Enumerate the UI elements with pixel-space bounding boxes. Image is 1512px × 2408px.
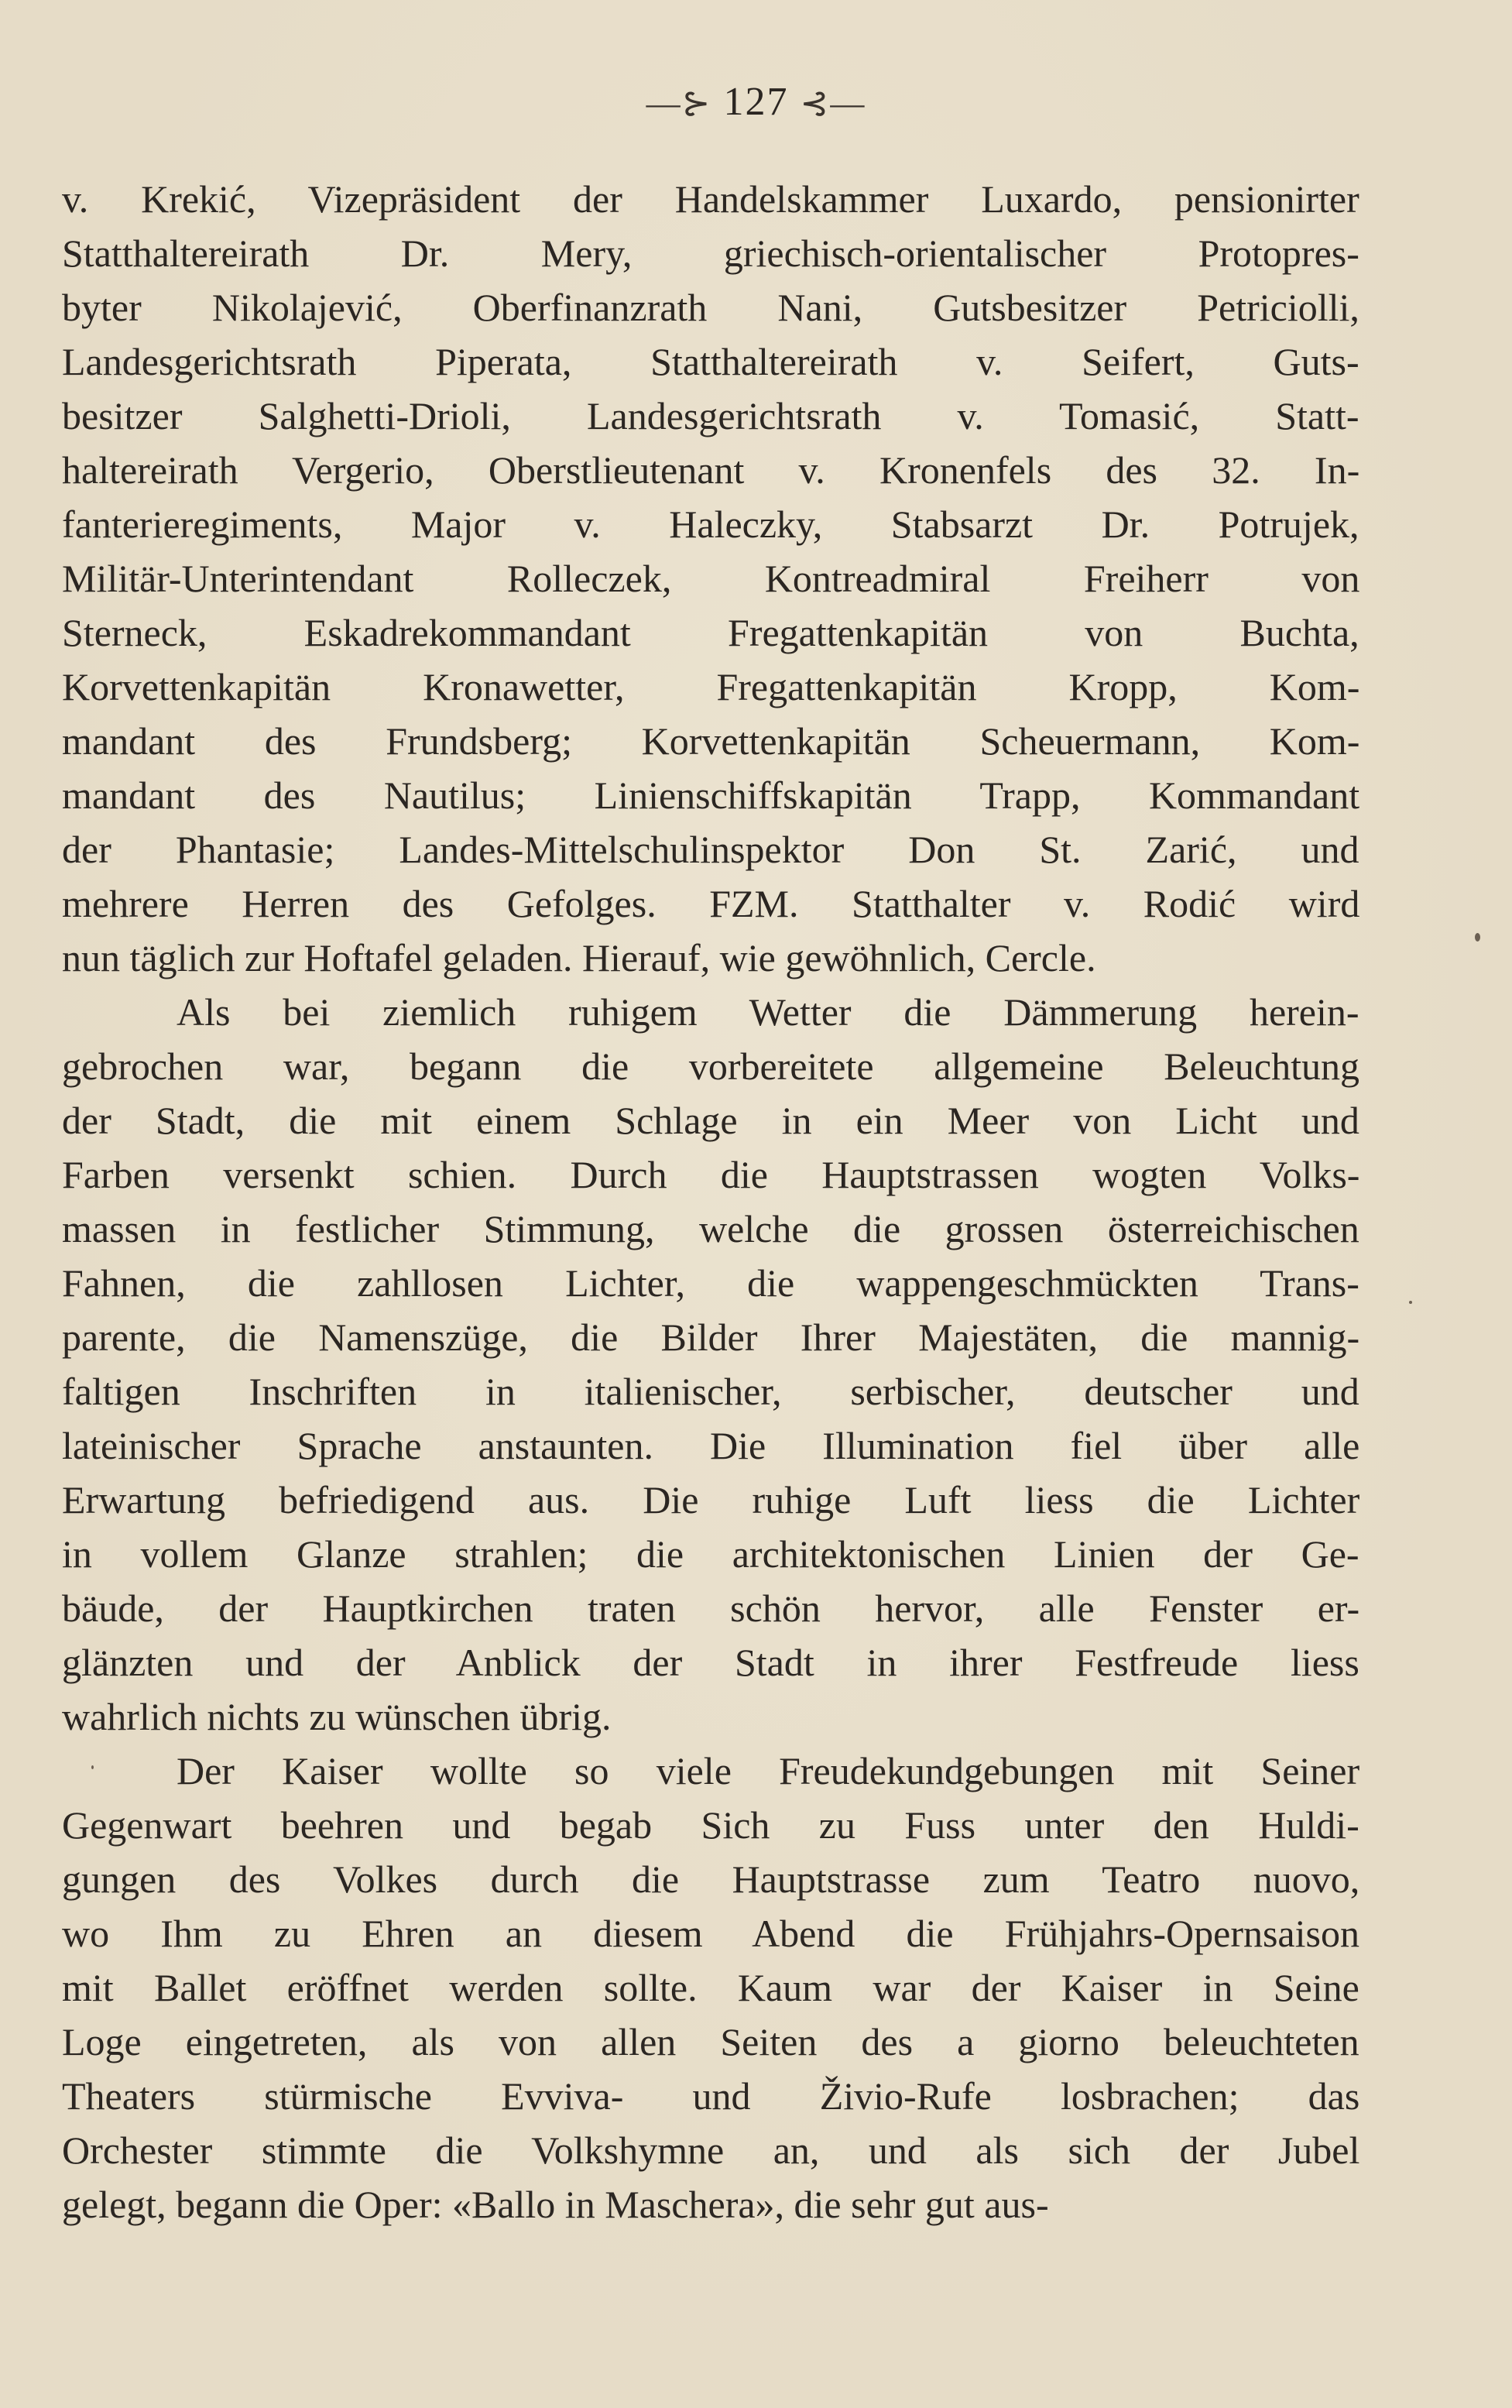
text-line: haltereirath Vergerio, Oberstlieutenant v. Kronenfels des 32. In-: [62, 448, 1360, 492]
text-line: Orchester stimmte die Volkshymne an, und als sich der Jubel: [62, 2128, 1360, 2172]
text-line: Militär-Unterintendant Rolleczek, Kontreadmiral Freiherr von: [62, 557, 1360, 600]
text-line: wahrlich nichts zu wünschen übrig.: [62, 1695, 612, 1738]
text-line: Der Kaiser wollte so viele Freudekundgebungen mit Seiner: [177, 1749, 1360, 1792]
paragraph: [62, 985, 1359, 1744]
paper-speck: [1409, 1301, 1412, 1304]
text-line: Theaters stürmische Evviva- und Živio-Rufe losbrachen; das: [62, 2074, 1360, 2118]
text-line: wo Ihm zu Ehren an diesem Abend die Frühjahrs-Opernsaison: [62, 1912, 1359, 1955]
text-line: Gegenwart beehren und begab Sich zu Fuss unter den Huldi-: [62, 1803, 1359, 1847]
text-line: der Stadt, die mit einem Schlage in ein Meer von Licht und: [62, 1099, 1359, 1142]
paragraph: [62, 1744, 1359, 2231]
text-line: parente, die Namenszüge, die Bilder Ihrer Majestäten, die mannig-: [62, 1315, 1360, 1359]
text-line: mandant des Nautilus; Linienschiffskapitän Trapp, Kommandant: [62, 774, 1360, 817]
text-line: in vollem Glanze strahlen; die architektonischen Linien der Ge-: [62, 1532, 1359, 1576]
text-line: Sterneck, Eskadrekommandant Fregattenkapitän von Buchta,: [62, 611, 1359, 654]
body-text: [62, 172, 1359, 2231]
text-line: der Phantasie; Landes-Mittelschulinspektor Don St. Zarić, und: [62, 828, 1359, 871]
paper-speck: [1475, 933, 1480, 942]
text-line: gungen des Volkes durch die Hauptstrasse zum Teatro nuovo,: [62, 1857, 1360, 1901]
text-line: mehrere Herren des Gefolges. FZM. Statthalter v. Rodić wird: [62, 882, 1360, 925]
paragraph: [62, 172, 1359, 985]
text-line: Landesgerichtsrath Piperata, Statthaltereirath v. Seifert, Guts-: [62, 340, 1359, 383]
text-line: nun täglich zur Hoftafel geladen. Hierauf, wie gewöhnlich, Cercle.: [62, 936, 1096, 979]
text-line: gebrochen war, begann die vorbereitete allgemeine Beleuchtung: [62, 1044, 1359, 1088]
text-line: mit Ballet eröffnet werden sollte. Kaum war der Kaiser in Seine: [62, 1966, 1359, 2009]
text-line: v. Krekić, Vizepräsident der Handelskammer Luxardo, pensionirter: [62, 177, 1359, 221]
text-line: bäude, der Hauptkirchen traten schön hervor, alle Fenster er-: [62, 1586, 1360, 1630]
text-line: glänzten und der Anblick der Stadt in ihrer Festfreude liess: [62, 1641, 1359, 1684]
text-line: mandant des Frundsberg; Korvettenkapitän Scheuermann, Kom-: [62, 719, 1360, 763]
text-line: fanterieregiments, Major v. Haleczky, Stabsarzt Dr. Potrujek,: [62, 503, 1359, 546]
page-header: [0, 74, 1512, 132]
text-line: byter Nikolajević, Oberfinanzrath Nani, Gutsbesitzer Petriciolli,: [62, 286, 1359, 329]
text-line: besitzer Salghetti-Drioli, Landesgerichtsrath v. Tomasić, Statt-: [62, 394, 1359, 437]
text-line: Korvettenkapitän Kronawetter, Fregattenkapitän Kropp, Kom-: [62, 665, 1360, 708]
text-line: Statthaltereirath Dr. Mery, griechisch-orientalischer Protopres-: [62, 232, 1359, 275]
text-line: Farben versenkt schien. Durch die Hauptstrassen wogten Volks-: [62, 1153, 1360, 1196]
text-line: Als bei ziemlich ruhigem Wetter die Dämmerung herein-: [177, 990, 1359, 1034]
text-line: lateinischer Sprache anstaunten. Die Illumination fiel über alle: [62, 1424, 1360, 1467]
ornament-right: ⊰—: [800, 84, 866, 122]
text-line: Fahnen, die zahllosen Lichter, die wappengeschmückten Trans-: [62, 1261, 1359, 1305]
text-line: massen in festlicher Stimmung, welche die grossen österreichischen: [62, 1207, 1359, 1250]
text-line: faltigen Inschriften in italienischer, serbischer, deutscher und: [62, 1370, 1359, 1413]
ornament-left: —⊱: [646, 84, 712, 122]
text-line: Erwartung befriedigend aus. Die ruhige Luft liess die Lichter: [62, 1478, 1360, 1521]
text-line: Loge eingetreten, als von allen Seiten des a giorno beleuchteten: [62, 2020, 1359, 2063]
text-line: gelegt, begann die Oper: «Ballo in Maschera», die sehr gut aus-: [62, 2183, 1049, 2226]
page-number: 127: [723, 80, 789, 124]
paper-speck: [91, 1765, 94, 1769]
